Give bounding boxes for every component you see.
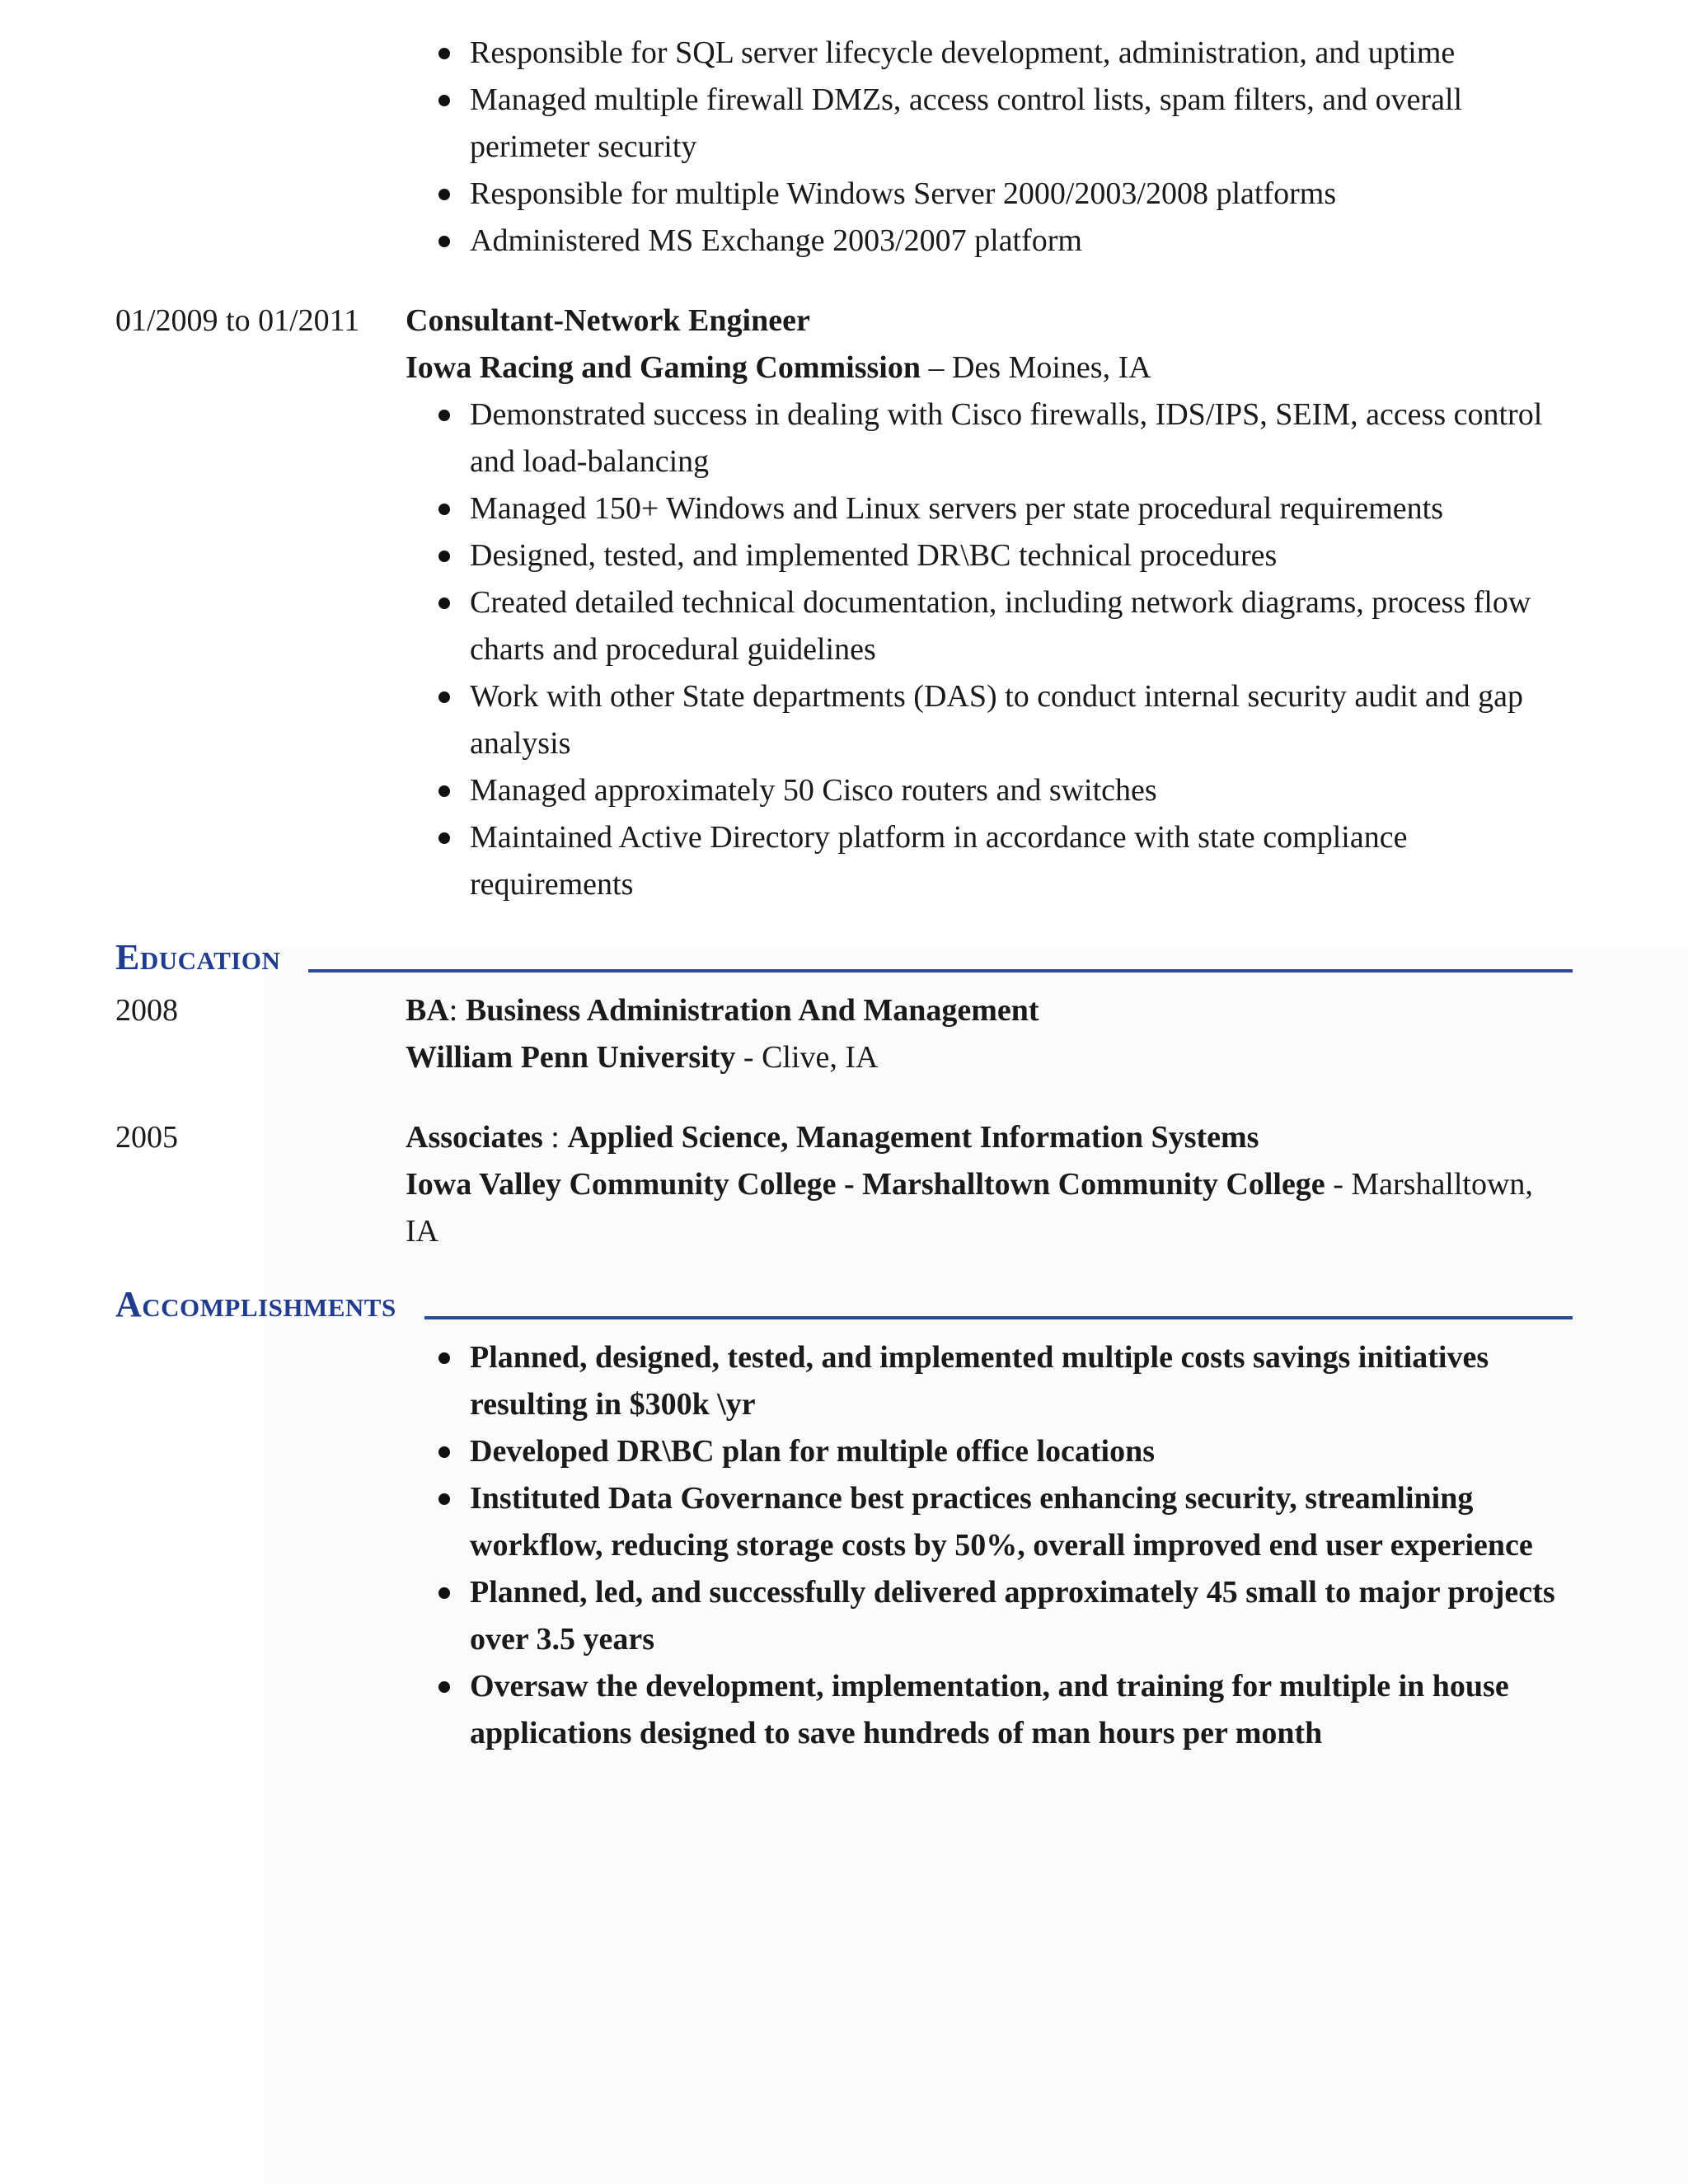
school-line (406, 1034, 1573, 1081)
list-item: Demonstrated success in dealing with Cisco firewalls, IDS/IPS, SEIM, access control and load-balancing (406, 391, 1573, 485)
list-item: Work with other State departments (DAS) to conduct internal security audit and gap analysis (406, 673, 1573, 767)
degree-field: Applied Science, Management Information Systems (567, 1120, 1259, 1155)
previous-job-bullets (406, 30, 1573, 265)
degree-separator: : (542, 1120, 568, 1155)
education-entry (115, 987, 1573, 1081)
bullet-icon (438, 785, 450, 797)
degree-separator: : (448, 993, 466, 1028)
list-item: Planned, designed, tested, and implemented multiple costs savings initiatives resulting in $300k \yr (406, 1334, 1573, 1428)
bullet-icon (438, 236, 450, 247)
bullet-icon (438, 691, 450, 703)
degree-field: Business Administration And Management (465, 993, 1039, 1028)
education-year: 2005 (115, 1120, 178, 1155)
job-entry (115, 298, 1573, 908)
list-item: Managed multiple firewall DMZs, access control lists, spam filters, and overall perimeter security (406, 77, 1573, 171)
resume-content (115, 30, 1573, 1757)
job-dates: 01/2009 to 01/2011 (115, 303, 360, 338)
bullet-icon (438, 1681, 450, 1693)
list-item: Maintained Active Directory platform in accordance with state compliance requirements (406, 814, 1573, 908)
list-item: Created detailed technical documentation, including network diagrams, process flow charts and procedural guidelines (406, 579, 1573, 673)
bullet-icon (438, 832, 450, 844)
previous-job-continuation (115, 30, 1573, 265)
bullet-icon (438, 504, 450, 515)
list-item: Responsible for multiple Windows Server 2000/2003/2008 platforms (406, 171, 1573, 218)
education-section-header (115, 933, 1573, 982)
school-name: Iowa Valley Community College - Marshalltown Community College (406, 1167, 1325, 1202)
school-location: - Marshalltown, IA (406, 1167, 1533, 1249)
bullet-icon (438, 410, 450, 421)
education-entry (115, 1114, 1573, 1255)
degree-line (406, 987, 1573, 1034)
accomplishments-bullets (406, 1334, 1573, 1757)
bullet-icon (438, 95, 450, 106)
degree-line (406, 1114, 1573, 1161)
section-title-accomplishments: Accomplishments (115, 1284, 396, 1324)
section-title-education: Education (115, 937, 281, 977)
list-item: Instituted Data Governance best practices enhancing security, streamlining workflow, reducing storage costs by 50%, overall improved end user experience (406, 1475, 1573, 1569)
school-name: William Penn University (406, 1040, 736, 1075)
list-item: Managed approximately 50 Cisco routers and switches (406, 767, 1573, 814)
list-item: Designed, tested, and implemented DR\BC technical procedures (406, 532, 1573, 579)
degree-name: BA (406, 993, 449, 1028)
list-item: Responsible for SQL server lifecycle development, administration, and uptime (406, 30, 1573, 77)
bullet-icon (438, 1587, 450, 1599)
school-line (406, 1161, 1573, 1255)
section-divider (308, 969, 1573, 972)
employer-location: – Des Moines, IA (920, 350, 1151, 385)
section-divider (424, 1316, 1573, 1319)
accomplishments-entry (115, 1334, 1573, 1757)
degree-name: Associates (406, 1120, 543, 1155)
list-item: Oversaw the development, implementation, and training for multiple in house applications designed to save hundreds of man hours per month (406, 1663, 1573, 1757)
list-item: Administered MS Exchange 2003/2007 platform (406, 218, 1573, 265)
job-bullets (406, 391, 1573, 908)
bullet-icon (438, 551, 450, 562)
accomplishments-section-header (115, 1280, 1573, 1329)
employer-name: Iowa Racing and Gaming Commission (406, 350, 921, 385)
list-item: Developed DR\BC plan for multiple office locations (406, 1428, 1573, 1475)
bullet-icon (438, 1446, 450, 1458)
education-year: 2008 (115, 993, 178, 1028)
bullet-icon (438, 1493, 450, 1505)
bullet-icon (438, 48, 450, 59)
list-item: Managed 150+ Windows and Linux servers per state procedural requirements (406, 485, 1573, 532)
bullet-icon (438, 1352, 450, 1364)
job-title: Consultant-Network Engineer (406, 303, 810, 338)
list-item: Planned, led, and successfully delivered approximately 45 small to major projects over 3.5 years (406, 1569, 1573, 1663)
school-location: - Clive, IA (735, 1040, 879, 1075)
job-employer-line (406, 344, 1573, 391)
bullet-icon (438, 598, 450, 609)
bullet-icon (438, 189, 450, 200)
